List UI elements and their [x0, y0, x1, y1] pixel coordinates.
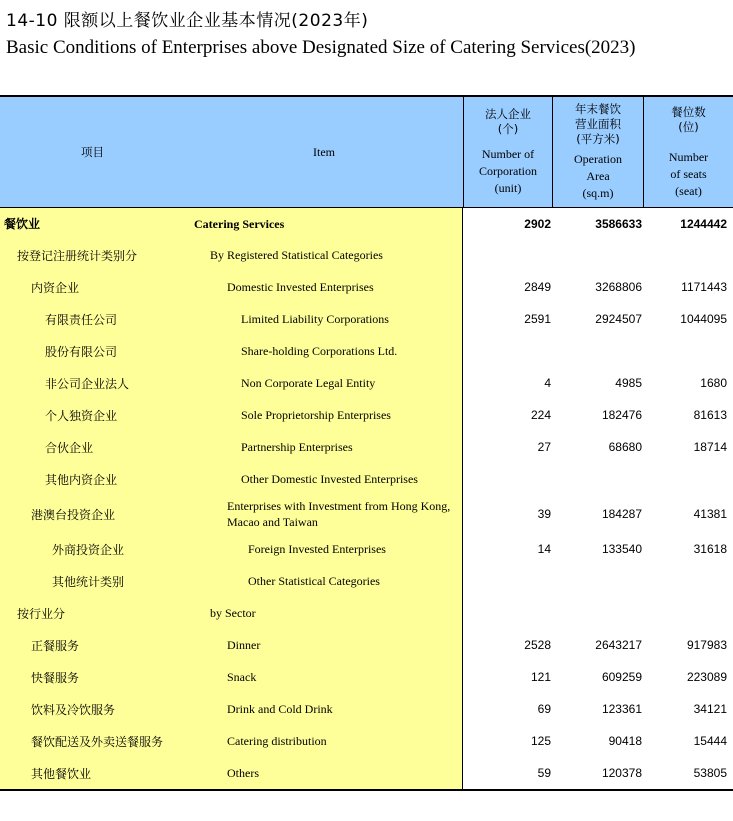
- cell-area: [561, 565, 652, 597]
- cell-seats: 41381: [693, 507, 727, 521]
- cell-seats: 1044095: [680, 312, 727, 326]
- header-seats-cn-unit: (位): [678, 119, 699, 134]
- row-label-en: Catering distribution: [227, 734, 327, 748]
- row-label-cn: 正餐服务: [31, 638, 80, 653]
- header-area-en-unit: (sq.m): [582, 186, 614, 200]
- cell-seats: 1244442: [680, 216, 727, 231]
- header-corporations-en: Number of: [481, 147, 535, 161]
- cell-seats: [652, 597, 733, 629]
- cell-corporations: 14: [537, 542, 551, 556]
- cell-area: [561, 239, 652, 271]
- row-label-cn: 餐饮业: [4, 217, 41, 231]
- cell-seats: 18714: [693, 440, 727, 454]
- cell-corporations: [463, 335, 561, 367]
- cell-area: 609259: [601, 670, 642, 684]
- row-label-cn: 按行业分: [17, 606, 66, 621]
- table-row: [0, 431, 733, 463]
- row-label-cn: 内资企业: [31, 280, 80, 295]
- row-label-en: by Sector: [210, 606, 256, 620]
- header-corporations-en-unit: (unit): [494, 181, 522, 195]
- statistics-table: [0, 95, 733, 791]
- cell-area: 123361: [601, 702, 642, 716]
- cell-seats: [652, 463, 733, 495]
- cell-area: 4985: [615, 376, 642, 390]
- header-seats-en-2: of seats: [670, 166, 707, 181]
- row-label-cn: 其他餐饮业: [31, 766, 92, 781]
- cell-seats: 81613: [693, 408, 727, 422]
- cell-area: 3268806: [595, 280, 642, 294]
- row-label-cn: 有限责任公司: [45, 312, 118, 327]
- row-label-en: Other Domestic Invested Enterprises: [241, 472, 418, 486]
- header-corporations-cn: 法人企业: [485, 107, 531, 121]
- cell-seats: 223089: [686, 670, 727, 684]
- row-label-cn: 饮料及冷饮服务: [31, 702, 116, 717]
- cell-area: 133540: [601, 542, 642, 556]
- table-title-cn: 14-10 限额以上餐饮业企业基本情况(2023年): [6, 11, 369, 31]
- row-label-en: Partnership Enterprises: [241, 440, 353, 454]
- header-corporations-cn-unit: (个): [497, 122, 519, 136]
- cell-corporations: 69: [537, 702, 551, 716]
- row-label-en: Sole Proprietorship Enterprises: [241, 408, 391, 422]
- cell-seats: [652, 335, 733, 367]
- cell-corporations: 125: [530, 734, 551, 748]
- cell-corporations: 4: [544, 376, 551, 390]
- row-label-en: Non Corporate Legal Entity: [241, 376, 376, 390]
- row-label-cn: 餐饮配送及外卖送餐服务: [31, 734, 164, 749]
- cell-area: 182476: [601, 408, 642, 422]
- cell-seats: [652, 565, 733, 597]
- header-seats-en-unit: (seat): [675, 183, 702, 198]
- row-label-en: Other Statistical Categories: [248, 574, 380, 588]
- header-seats-cn: 餐位数: [671, 104, 706, 119]
- table-row: [0, 399, 733, 431]
- row-label-en: Drink and Cold Drink: [227, 702, 333, 716]
- cell-corporations: 224: [530, 408, 551, 422]
- cell-area: 2924507: [595, 312, 642, 326]
- cell-seats: 15444: [693, 734, 727, 748]
- row-label-en: Snack: [227, 670, 257, 684]
- header-area-cn-2: 营业面积: [575, 117, 621, 131]
- header-corporations: [464, 97, 553, 207]
- cell-corporations: [463, 565, 561, 597]
- header-area-cn-unit: (平方米): [576, 132, 620, 146]
- cell-area: [561, 597, 652, 629]
- cell-seats: [652, 239, 733, 271]
- row-label-en: Foreign Invested Enterprises: [248, 542, 386, 556]
- table-row: [0, 565, 733, 597]
- cell-area: 120378: [601, 766, 642, 780]
- cell-corporations: 59: [537, 766, 551, 780]
- row-label-cn: 股份有限公司: [45, 344, 118, 359]
- cell-corporations: 27: [537, 440, 551, 454]
- cell-area: 90418: [608, 734, 642, 748]
- table-row: [0, 597, 733, 629]
- table-row: [0, 629, 733, 661]
- table-row: [0, 661, 733, 693]
- row-label-cn: 个人独资企业: [45, 408, 118, 423]
- row-label-en: Enterprises with Investment from Hong Kong, Macao and Taiwan: [227, 499, 451, 529]
- table-row: [0, 271, 733, 303]
- cell-corporations: 2902: [524, 216, 551, 231]
- cell-area: 68680: [608, 440, 642, 454]
- table-header: [0, 97, 733, 208]
- table-row: [0, 208, 733, 239]
- table-row: [0, 693, 733, 725]
- row-label-cn: 按登记注册统计类别分: [17, 248, 138, 263]
- cell-seats: 917983: [686, 638, 727, 652]
- table-row: [0, 725, 733, 757]
- header-corporations-en-2: Corporation: [479, 164, 537, 178]
- row-label-cn: 其他统计类别: [52, 574, 125, 589]
- cell-corporations: 121: [530, 670, 551, 684]
- cell-area: 2643217: [595, 638, 642, 652]
- row-label-en: By Registered Statistical Categories: [210, 248, 383, 262]
- table-row: [0, 533, 733, 565]
- row-label-en: Others: [227, 766, 259, 780]
- row-label-en: Catering Services: [194, 216, 285, 231]
- cell-seats: 53805: [693, 766, 727, 780]
- header-item-en-label: Item: [313, 144, 335, 159]
- row-label-cn: 外商投资企业: [52, 542, 125, 557]
- cell-area: [561, 335, 652, 367]
- header-item-cn-label: 项目: [81, 144, 104, 159]
- cell-seats: 31618: [693, 542, 727, 556]
- table-row: [0, 367, 733, 399]
- cell-seats: 1171443: [681, 280, 727, 294]
- header-item-en: [185, 97, 464, 207]
- cell-corporations: 2528: [524, 638, 551, 652]
- row-label-en: Share-holding Corporations Ltd.: [241, 344, 398, 358]
- header-area-cn: 年末餐饮: [575, 102, 621, 116]
- table-row: [0, 303, 733, 335]
- row-label-cn: 快餐服务: [31, 670, 80, 685]
- table-title-en: Basic Conditions of Enterprises above Designated Size of Catering Services(2023): [6, 37, 636, 58]
- cell-seats: 34121: [693, 702, 727, 716]
- table-row: [0, 757, 733, 789]
- table-row: [0, 463, 733, 495]
- cell-area: 184287: [601, 507, 642, 521]
- header-seats: [644, 97, 733, 207]
- row-label-en: Domestic Invested Enterprises: [227, 280, 374, 294]
- row-label-cn: 合伙企业: [45, 440, 94, 455]
- cell-corporations: 2849: [524, 280, 551, 294]
- row-label-en: Limited Liability Corporations: [241, 312, 389, 326]
- header-seats-en: Number: [668, 149, 709, 164]
- cell-corporations: [463, 463, 561, 495]
- row-label-cn: 非公司企业法人: [45, 376, 130, 391]
- row-label-cn: 其他内资企业: [45, 472, 118, 487]
- header-area-en: Operation: [574, 152, 622, 166]
- table-row: [0, 239, 733, 271]
- header-operation-area: [553, 97, 644, 207]
- table-row: [0, 335, 733, 367]
- cell-seats: 1680: [700, 376, 727, 390]
- cell-corporations: 39: [537, 507, 551, 521]
- cell-area: [561, 463, 652, 495]
- row-label-cn: 港澳台投资企业: [31, 507, 116, 522]
- cell-corporations: [463, 239, 561, 271]
- header-item-cn: [0, 97, 185, 207]
- table-row: [0, 495, 733, 533]
- cell-corporations: 2591: [524, 312, 551, 326]
- cell-area: 3586633: [595, 216, 642, 231]
- header-area-en-2: Area: [586, 169, 610, 183]
- row-label-en: Dinner: [227, 638, 261, 652]
- cell-corporations: [463, 597, 561, 629]
